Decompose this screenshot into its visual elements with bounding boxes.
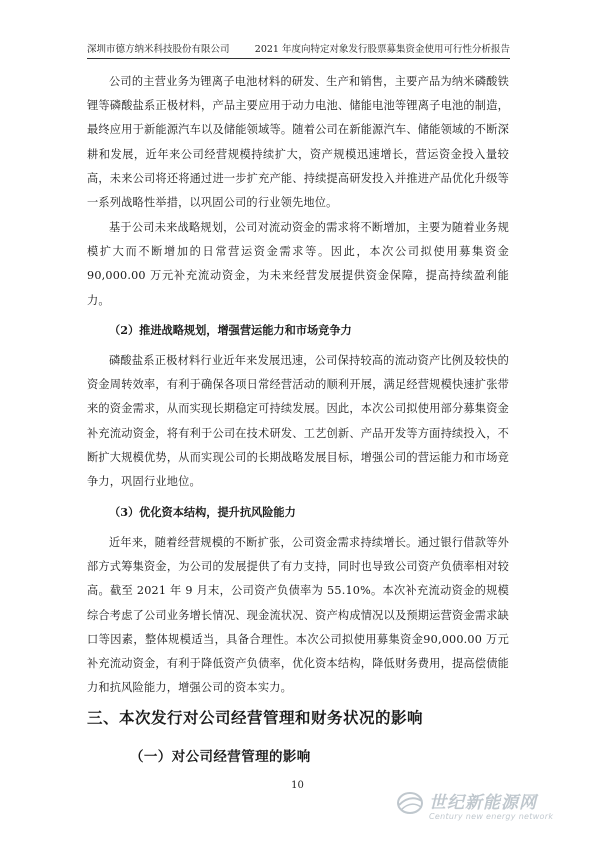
globe-logo-icon	[395, 790, 425, 816]
subsection-3-block	[87, 531, 509, 700]
header-divider	[87, 58, 510, 59]
subsection-3-heading: （3）优化资本结构，提升抗风险能力	[109, 505, 296, 519]
header-report-title: 2021 年度向特定对象发行股票募集资金使用可行性分析报告	[254, 44, 510, 55]
subsection-2-text: 磷酸盐系正极材料行业近年来发展迅速，公司保持较高的流动资产比例及较快的资金周转效率，有利于确保各项日常经营活动的顺利开展，满足经营规模快速扩张带来的资金需求，从而实现长期稳定可持续发展。因此，本次公司拟使用部分募集资金补充流动资金，将有利于公司在技术研发、工艺创新、产品开发等方面持续投入，不断扩大规模优势，从而实现公司的长期战略发展目标，增强公司的营运能力和市场竞争力，巩固行业地位。	[87, 354, 509, 489]
section-3-heading: 三、本次发行对公司经营管理和财务状况的影响	[87, 708, 424, 727]
page-number: 10	[291, 780, 304, 791]
watermark	[393, 786, 583, 830]
watermark-title: 世纪新能源网	[429, 793, 537, 813]
header-company: 深圳市德方纳米科技股份有限公司	[87, 44, 230, 55]
watermark-subtitle: Century new energy network	[429, 812, 554, 821]
subsection-3-text: 近年来，随着经营规模的不断扩张，公司资金需求持续增长。通过银行借款等外部方式筹集资金，为公司的发展提供了有力支持，同时也导致公司资产负债率相对较高。截至 2021 年 9 月末，公司资产负债率为 55.10%。本次补充流动资金的规模综合考虑了公司业务增长情况、现金流状况、资产构成情况以及预期运营资金需求缺口等因素，整体规模适当，具备合理性。本次公司拟使用募集资金90,000.00 万元补充流动资金，有利于降低资产负债率，优化资本结构，降低财务费用，提高偿债能力和抗风险能力，增强公司的资本实力。	[87, 536, 509, 695]
page-header	[87, 40, 510, 56]
paragraph-business: 公司的主营业务为锂离子电池材料的研发、生产和销售，主要产品为纳米磷酸铁锂等磷酸盐系正极材料，产品主要应用于动力电池、储能电池等锂离子电池的制造，最终应用于新能源汽车以及储能领域等。随着公司在新能源汽车、储能领域的不断深耕和发展，近年来公司经营规模持续扩大，资产规模迅速增长，营运资金投入量较高，未来公司将还将通过进一步扩充产能、持续提高研发投入并推进产品优化升级等一系列战略性举措，以巩固公司的行业领先地位。	[87, 75, 509, 210]
paragraph-strategy: 基于公司未来战略规划，公司对流动资金的需求将不断增加，主要为随着业务规模扩大而不断增加的日常营运资金需求等。因此，本次公司拟使用募集资金90,000.00 万元补充流动资金，为未来经营发展提供资金保障，提高持续盈利能力。	[87, 221, 509, 307]
section-3-subheading: （一）对公司经营管理的影响	[130, 749, 311, 765]
subsection-2-heading: （2）推进战略规划，增强营运能力和市场竞争力	[109, 323, 352, 337]
subsection-2-block	[87, 349, 509, 494]
intro-paragraph-block	[87, 70, 509, 215]
strategy-paragraph-block	[87, 216, 509, 313]
